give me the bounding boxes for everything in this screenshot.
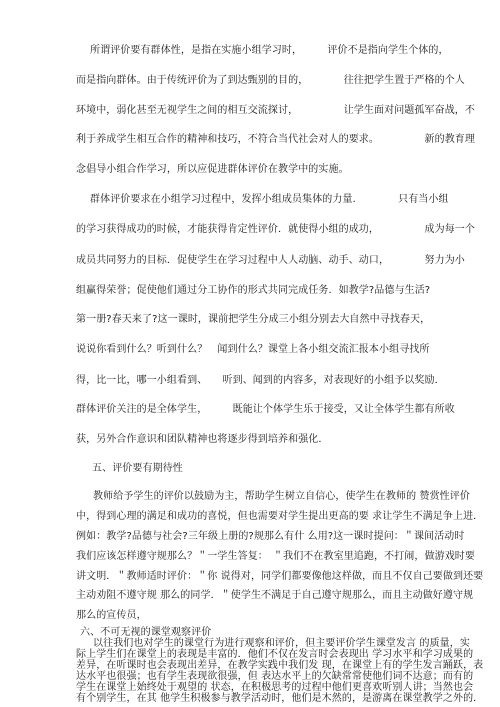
text-line: 讲文明．＂教师适时评价：＂你 说得对，同学们都要像他这样做，而且不仅自己要做到还要 (76, 571, 484, 582)
text-line: 达水平也很强；也有学生表现欲很强，但 表达水平上的欠缺常常使他们词不达意；而有的 (76, 671, 474, 682)
text-line: 我们应该怎样遵守规那么？＂一学生答复： ＂我们不在教室里追跑，不打闹，做游戏时要 (76, 551, 475, 562)
text-line: 利于养成学生相互合作的精神和技巧，不符合当代社会对人的要求。 新的教育理 (76, 134, 475, 145)
text-line: 有个别学生，在其 他学生积极参与教学活动时，他们是木然的，是游离在课堂教学之外的． (76, 693, 484, 704)
section-heading-5: 五、评价要有期待性 (92, 463, 183, 474)
text-line: 学生在课堂上始终处于观望的 状态，在积极思考的过程中他们更喜欢听别人讲；当然也会 (76, 682, 474, 693)
text-line: 中，得到心理的满足和成功的喜悦，但也需要对学生提出更高的要 求让学生不满足争上进． (76, 511, 484, 522)
text-line: 的学习获得成功的时候，才能获得肯定性评价．就使得小组的成功， 成为每一个 (76, 224, 475, 235)
text-line: 那么的宣传员， (76, 610, 147, 621)
text-line: 以往我们也对学生的课堂行为进行观察和评价，但主要评价学生课堂发言 的质量，实 (93, 638, 470, 649)
text-line: 环境中，弱化甚至无视学生之间的相互交流探讨， 让学生面对问题孤军奋战，不 (76, 105, 475, 116)
text-line: 成员共同努力的目标．促使学生在学习过程中人人动脑、动手、动口， 努力为小 (76, 255, 465, 266)
text-line: 获，另外合作意识和团队精神也将逐步得到培养和强化． (76, 434, 329, 445)
text-line: 组赢得荣誉；促使他们通过分工协作的形式共同完成任务．如教学?品德与生活? (76, 285, 431, 296)
text-line: 差异，在听课时也会表现出差异，在教学实践中我们发 现，在课堂上有的学生发言踊跃，表 (76, 660, 484, 671)
text-line: 群体评价要求在小组学习过程中，发挥小组成员集体的力量． 只有当小组 (90, 194, 449, 205)
text-line: 群体评价关注的是全体学生， 既能让个体学生乐于接受，又让全体学生都有所收 (76, 404, 455, 415)
text-line: 际上学生们在课堂上的表现是丰富的．他们不仅在发言时会表现出 学习水平和学习成果的 (76, 649, 474, 660)
text-line: 第一册?春天来了?这一课时，课前把学生分成三小组分别去大自然中寻找春天， (76, 314, 431, 325)
text-line: 得，比一比，哪一小组看到、 听到、闻到的内容多，对表现好的小组予以奖励． (76, 375, 445, 386)
text-line: 主动劝阻不遵守规 那么的同学．＂使学生不满足于自己遵守规那么，而且主动做好遵守规 (76, 590, 474, 601)
text-line: 例如：教学?品德与社会?三年级上册的?规那么有什 么用?这一课时提问：＂课间活动时 (76, 531, 465, 542)
text-line: 念倡导小组合作学习，所以应促进群体评价在教学中的实施。 (76, 164, 349, 175)
text-line: 教师给予学生的评价以鼓励为主，帮助学生树立自信心，使学生在教师的 赞赏性评价 (93, 491, 470, 502)
text-line: 所谓评价要有群体性，是指在实施小组学习时， 评价不是指向学生个体的， (90, 45, 449, 56)
text-line: 而是指向群体。由于传统评价为了到达甄别的目的， 往往把学生置于严格的个人 (76, 75, 465, 86)
section-heading-6: 六、不可无视的课堂观察评价 (80, 627, 212, 638)
text-line: 说说你看到什么？听到什么？ 闻到什么？课堂上各小组交流汇报本小组寻找所 (76, 344, 430, 355)
